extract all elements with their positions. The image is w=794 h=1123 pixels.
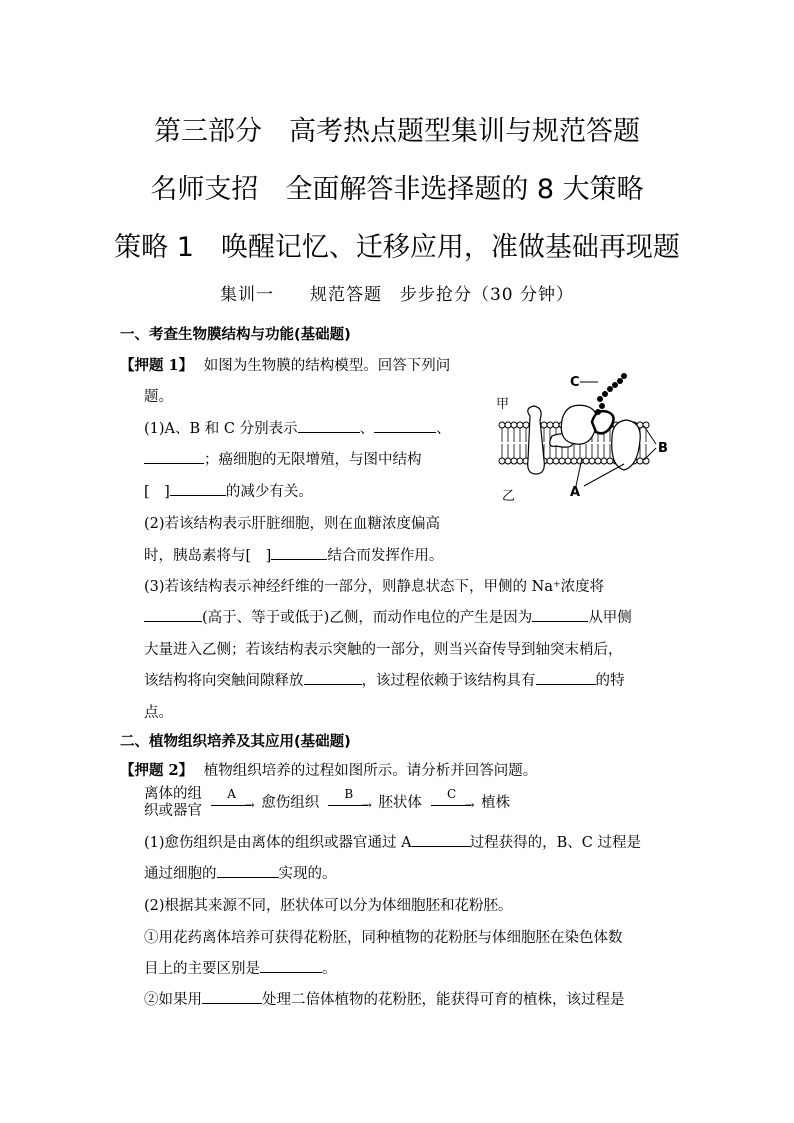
answer-blank[interactable]: [374, 418, 436, 433]
q1-text: 通过细胞的: [144, 866, 217, 882]
flow-arrow-c: C →: [427, 793, 477, 813]
question-1-intro: [120, 355, 450, 377]
label-b: B: [658, 441, 668, 456]
answer-blank[interactable]: [536, 670, 596, 685]
lipid-head: [499, 458, 505, 464]
lipid-head: [511, 422, 517, 428]
answer-blank[interactable]: [260, 958, 322, 973]
question-1-part-3-end: 点。: [144, 705, 173, 721]
question-2-part-1: [144, 832, 641, 854]
q3-text: ，该过程依赖于该结构具有: [361, 673, 536, 689]
flow-arrow-b: B →: [324, 793, 374, 813]
question-2-part-2-2: [144, 989, 625, 1011]
tissue-culture-flow: [144, 786, 510, 820]
lipid-head: [553, 422, 559, 428]
subtitle-training: 集训一 规范答题 步步抢分（30 分钟）: [219, 285, 575, 305]
answer-blank[interactable]: [144, 607, 202, 622]
separator: 、: [436, 421, 451, 437]
q2-text: 时，胰岛素将与[ ]: [144, 548, 272, 564]
answer-blank[interactable]: [170, 481, 226, 496]
channel-protein: [528, 406, 545, 474]
q2-text: 处理二倍体植物的花粉胚，能获得可育的植株，该过程是: [262, 992, 625, 1008]
lipid-head: [589, 458, 595, 464]
question-1-part-3: (3)若该结构表示神经纤维的一部分，则静息状态下，甲侧的 Na⁺浓度将: [144, 579, 605, 595]
question-1-part-3-line4: [144, 670, 625, 692]
section-1-heading: 一、考查生物膜结构与功能(基础题): [120, 327, 351, 343]
question-2-part-1-cont: [144, 863, 337, 885]
label-side-yi: 乙: [502, 489, 516, 504]
question-1-part-1: [144, 418, 451, 440]
title-part: 第三部分 高考热点题型集训与规范答题: [154, 116, 640, 147]
lipid-head: [553, 458, 559, 464]
flow-step-callus: 愈伤组织: [261, 795, 320, 811]
question-1-label: 【押题 1】: [120, 357, 194, 374]
title-strategies: 名师支招 全面解答非选择题的 8 大策略: [150, 174, 644, 205]
separator: 、: [359, 421, 375, 437]
question-2-intro: [120, 760, 537, 782]
question-2-part-2-1-cont: [144, 958, 337, 980]
lipid-head: [511, 458, 517, 464]
answer-blank[interactable]: [271, 545, 327, 560]
answer-blank[interactable]: [217, 863, 279, 878]
lipid-head: [517, 458, 523, 464]
q1-text: (1)A、B 和 C 分别表示: [144, 421, 298, 437]
lipid-head: [547, 422, 553, 428]
lipid-head: [571, 458, 577, 464]
lipid-head: [601, 458, 607, 464]
lipid-head: [547, 458, 553, 464]
lipid-head: [595, 458, 601, 464]
question-2-part-2: (2)根据其来源不同，胚状体可以分为体细胞胚和花粉胚。: [144, 898, 513, 914]
lipid-head: [637, 458, 643, 464]
question-1-text: 如图为生物膜的结构模型。回答下列问: [203, 358, 451, 374]
lipid-head: [517, 422, 523, 428]
label-a: A: [570, 485, 581, 500]
question-1-part-1-end: [144, 481, 313, 503]
label-side-jia: 甲: [496, 397, 510, 412]
question-1-part-1-cont: [144, 449, 422, 471]
lipid-head: [607, 458, 613, 464]
arrow-label-a: A: [227, 787, 236, 801]
q3-text: (高于、等于或低于)乙侧，而动作电位的产生是因为: [202, 610, 533, 626]
title-strategy-1: 策略 1 唤醒记忆、迁移应用，准做基础再现题: [114, 232, 680, 263]
answer-blank[interactable]: [412, 832, 470, 847]
answer-blank[interactable]: [532, 607, 588, 622]
q2-text: ②如果用: [144, 992, 202, 1008]
lipid-head: [499, 422, 505, 428]
q1-text: ；癌细胞的无限增殖，与图中结构: [204, 452, 422, 468]
question-2-label: 【押题 2】: [120, 762, 194, 779]
arrow-label-b: B: [344, 787, 354, 801]
pointer-line-a2: [584, 464, 624, 486]
answer-blank[interactable]: [202, 989, 262, 1004]
flow-arrow-a: A →: [207, 793, 257, 813]
q1-text: 的减少有关。: [225, 484, 313, 500]
flow-start: [144, 786, 202, 820]
question-2-text: 植物组织培养的过程如图所示。请分析并回答问题。: [203, 763, 538, 779]
lipid-head: [583, 458, 589, 464]
q2-text: 结合而发挥作用。: [327, 548, 444, 564]
answer-blank[interactable]: [304, 670, 362, 685]
lipid-head: [565, 458, 571, 464]
section-2-heading: 二、植物组织培养及其应用(基础题): [120, 734, 351, 750]
flow-start-line2: 织或器官: [144, 803, 202, 819]
q3-text: 从甲侧: [588, 610, 632, 626]
bracket-blank[interactable]: [ ]: [144, 484, 170, 500]
question-1-part-3-line3: 大量进入乙侧；若该结构表示突触的一部分，则当兴奋传导到轴突末梢后，: [144, 642, 623, 658]
q2-text: 。: [322, 961, 337, 977]
lipid-head: [559, 458, 565, 464]
question-2-part-2-1: ①用花药离体培养可获得花粉胚，同种植物的花粉胚与体细胞胚在染色体数: [144, 930, 623, 946]
label-c: C: [570, 375, 580, 390]
flow-step-plant: 植株: [481, 795, 511, 811]
q3-text: 的特: [595, 673, 625, 689]
lipid-head: [523, 422, 529, 428]
q1-text: 过程获得的，B、C 过程是: [469, 835, 641, 851]
sugar-chain: [595, 373, 627, 415]
q1-text: 实现的。: [278, 866, 337, 882]
q3-text: 该结构将向突触间隙释放: [144, 673, 304, 689]
membrane-diagram: [494, 368, 684, 508]
flow-step-embryoid: 胚状体: [378, 795, 422, 811]
lipid-head: [643, 422, 649, 428]
question-1-part-2: (2)若该结构表示肝脏细胞，则在血糖浓度偏高: [144, 516, 441, 532]
lipid-head: [505, 458, 511, 464]
lipid-head: [541, 422, 547, 428]
q2-text: 目上的主要区别是: [144, 961, 260, 977]
arrow-label-c: C: [446, 787, 457, 801]
lipid-head: [643, 458, 649, 464]
flow-start-line1: 离体的组: [144, 786, 202, 802]
q1-text: (1)愈伤组织是由离体的组织或器官通过 A: [144, 835, 412, 851]
answer-blank[interactable]: [144, 449, 204, 464]
integral-protein-a: [561, 405, 597, 444]
question-1-intro-cont: 题。: [144, 389, 173, 405]
answer-blank[interactable]: [298, 418, 360, 433]
question-1-part-3-cont: [144, 607, 632, 629]
question-1-part-2-cont: [144, 545, 443, 567]
lipid-head: [505, 422, 511, 428]
